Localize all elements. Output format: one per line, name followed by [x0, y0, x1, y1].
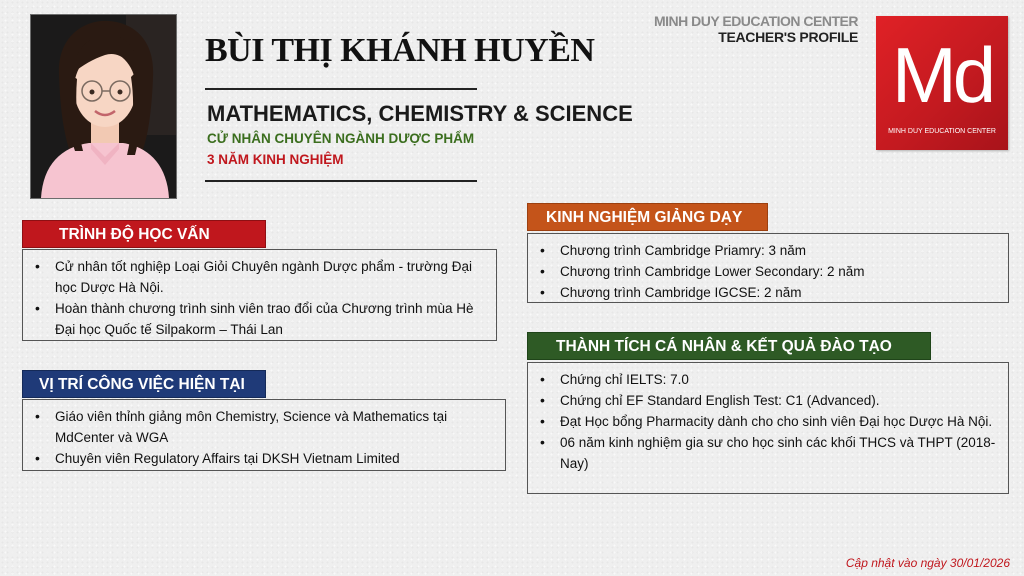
teaching-list [528, 234, 1008, 303]
achievements-header: THÀNH TÍCH CÁ NHÂN & KẾT QUẢ ĐÀO TẠO [527, 332, 931, 360]
center-name: MINH DUY EDUCATION CENTER [654, 13, 858, 29]
update-note: Cập nhật vào ngày 30/01/2026 [845, 556, 1010, 570]
logo-caption: MINH DUY EDUCATION CENTER [888, 128, 996, 135]
teacher-subjects: MATHEMATICS, CHEMISTRY & SCIENCE [207, 101, 633, 126]
portrait-image [31, 15, 176, 198]
achievements-box [527, 362, 1009, 494]
list-item: • Chứng chỉ IELTS: 7.0 [538, 369, 1000, 390]
list-item: • Chương trình Cambridge Priamry: 3 năm [538, 240, 1000, 261]
position-header: VỊ TRÍ CÔNG VIỆC HIỆN TẠI [22, 370, 266, 398]
achievements-list [528, 363, 1008, 474]
teacher-name: BÙI THỊ KHÁNH HUYỀN [205, 32, 595, 69]
teacher-experience: 3 NĂM KINH NGHIỆM [207, 152, 344, 167]
logo-letters: Md [891, 31, 993, 119]
education-box [22, 249, 497, 341]
teacher-degree: CỬ NHÂN CHUYÊN NGÀNH DƯỢC PHẨM [207, 131, 475, 146]
education-list [23, 250, 496, 340]
list-item: • Chuyên viên Regulatory Affairs tại DKSH Vietnam Limited [33, 448, 497, 469]
list-item: • Chương trình Cambridge Lower Secondary: 2 năm [538, 261, 1000, 282]
teaching-box [527, 233, 1009, 303]
profile-label: TEACHER'S PROFILE [718, 29, 858, 45]
divider-top [205, 88, 477, 90]
divider-bottom [205, 180, 477, 182]
teaching-header: KINH NGHIỆM GIẢNG DẠY [527, 203, 768, 231]
position-box [22, 399, 506, 471]
list-item: • 06 năm kinh nghiệm gia sư cho học sinh các khối THCS và THPT (2018-Nay) [538, 432, 1000, 474]
list-item: • Chứng chỉ EF Standard English Test: C1 (Advanced). [538, 390, 1000, 411]
list-item: • Cử nhân tốt nghiệp Loại Giỏi Chuyên ngành Dược phẩm - trường Đại học Dược Hà Nội. [33, 256, 488, 298]
education-header: TRÌNH ĐỘ HỌC VẤN [22, 220, 266, 248]
teacher-photo [30, 14, 177, 199]
position-list [23, 400, 505, 469]
list-item: • Chương trình Cambridge IGCSE: 2 năm [538, 282, 1000, 303]
md-logo [876, 16, 1008, 150]
list-item: • Giáo viên thỉnh giảng môn Chemistry, Science và Mathematics tại MdCenter và WGA [33, 406, 497, 448]
list-item: • Hoàn thành chương trình sinh viên trao đổi của Chương trình mùa Hè Đại học Quốc tế Silpakorm – Thái Lan [33, 298, 488, 340]
list-item: • Đạt Học bổng Pharmacity dành cho cho sinh viên Đại học Dược Hà Nội. [538, 411, 1000, 432]
